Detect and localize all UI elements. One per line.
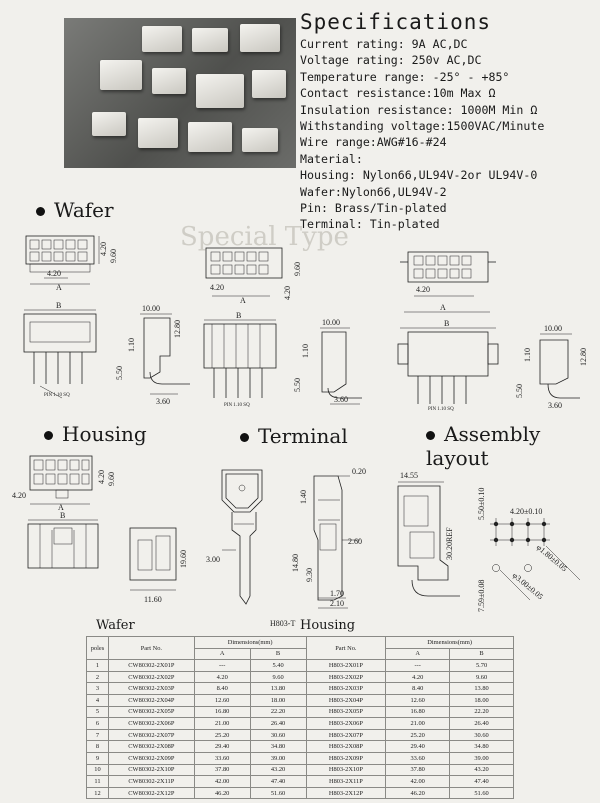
dim-label: 4.20±0.10 bbox=[510, 507, 543, 516]
housing-part-cell: H803-2X10P bbox=[306, 764, 386, 776]
poles-cell: 1 bbox=[87, 660, 109, 672]
spec-line: Housing: Nylon66,UL94V-2or UL94V-0 bbox=[300, 168, 538, 183]
housing-dim-a-cell: 37.80 bbox=[386, 764, 450, 776]
poles-cell: 10 bbox=[87, 764, 109, 776]
dim-label: 4.20 bbox=[416, 285, 430, 294]
dim-label: 3.60 bbox=[548, 401, 562, 410]
wafer-dim-a-cell: 29.40 bbox=[194, 741, 250, 753]
wafer-dim-a-cell: 37.80 bbox=[194, 764, 250, 776]
wafer-part-cell: CW80302-2X10P bbox=[108, 764, 194, 776]
wafer-dim-a-cell: 12.60 bbox=[194, 694, 250, 706]
dim-label: 2.60 bbox=[348, 537, 362, 546]
wafer-heading: Wafer bbox=[36, 198, 114, 222]
dim-label: A bbox=[240, 296, 246, 305]
wafer-dim-b-cell: 30.60 bbox=[250, 729, 306, 741]
wafer-dim-b-cell: 26.40 bbox=[250, 718, 306, 730]
housing-part-cell: H803-2X02P bbox=[306, 671, 386, 683]
part-no-header: Part No. bbox=[108, 637, 194, 660]
housing-dim-a-cell: 25.20 bbox=[386, 729, 450, 741]
col-b-header: B bbox=[450, 648, 514, 660]
wafer-part-cell: CW80302-2X08P bbox=[108, 741, 194, 753]
wafer-dim-b-cell: 34.80 bbox=[250, 741, 306, 753]
wafer-dim-b-cell: 51.60 bbox=[250, 787, 306, 799]
housing-dim-a-cell: 16.80 bbox=[386, 706, 450, 718]
housing-part-cell: H803-2X07P bbox=[306, 729, 386, 741]
dim-label: 10.00 bbox=[322, 318, 340, 327]
spec-line: Terminal: Tin-plated bbox=[300, 217, 440, 232]
table-row bbox=[87, 694, 514, 706]
wafer-drawing-3 bbox=[398, 252, 588, 412]
dim-label: A bbox=[56, 283, 62, 292]
housing-dim-b-cell: 26.40 bbox=[450, 718, 514, 730]
dim-label: PIN 1.10 SQ bbox=[428, 407, 454, 412]
housing-dim-b-cell: 43.20 bbox=[450, 764, 514, 776]
wafer-dim-a-cell: 16.80 bbox=[194, 706, 250, 718]
housing-dim-a-cell: 46.20 bbox=[386, 787, 450, 799]
spec-line: Current rating: 9A AC,DC bbox=[300, 37, 468, 51]
wafer-dim-a-cell: 4.20 bbox=[194, 671, 250, 683]
spec-line: Wafer:Nylon66,UL94V-2 bbox=[300, 184, 447, 199]
table-row bbox=[87, 729, 514, 741]
dimensions-header: Dimensions(mm) bbox=[386, 637, 514, 649]
wafer-drawing-2 bbox=[204, 248, 362, 408]
housing-dim-b-cell: 22.20 bbox=[450, 706, 514, 718]
housing-dim-b-cell: 9.60 bbox=[450, 671, 514, 683]
housing-dim-b-cell: 39.00 bbox=[450, 752, 514, 764]
dim-label: 4.20 bbox=[283, 286, 292, 300]
dim-label: φ1.80±0.05 bbox=[534, 542, 569, 574]
dim-label: φ3.00±0.05 bbox=[510, 570, 545, 602]
watermark-text: Special Type bbox=[180, 222, 349, 252]
poles-cell: 3 bbox=[87, 683, 109, 695]
wafer-dim-b-cell: 47.40 bbox=[250, 776, 306, 788]
dim-label: 1.40 bbox=[299, 490, 308, 504]
terminal-heading: Terminal bbox=[240, 424, 348, 448]
spec-line: Material: bbox=[300, 151, 363, 166]
dim-label: B bbox=[444, 319, 450, 328]
spec-line: Contact resistance:10m Max Ω bbox=[300, 86, 496, 101]
wafer-dim-b-cell: 9.60 bbox=[250, 671, 306, 683]
wafer-dim-a-cell: 21.00 bbox=[194, 718, 250, 730]
housing-part-cell: H803-2X05P bbox=[306, 706, 386, 718]
dimension-table bbox=[86, 636, 514, 799]
dim-label: 2.10 bbox=[330, 599, 344, 608]
table-row bbox=[87, 752, 514, 764]
dim-label: 1.10 bbox=[523, 348, 532, 362]
housing-dim-b-cell: 34.80 bbox=[450, 741, 514, 753]
poles-header: poles bbox=[87, 637, 109, 660]
dim-label: 12.80 bbox=[579, 348, 588, 366]
wafer-dim-b-cell: 13.80 bbox=[250, 683, 306, 695]
wafer-dim-a-cell: 25.20 bbox=[194, 729, 250, 741]
dim-label: PIN 1.10 SQ bbox=[44, 393, 70, 398]
wafer-part-cell: CW80302-2X09P bbox=[108, 752, 194, 764]
wafer-part-cell: CW80302-2X04P bbox=[108, 694, 194, 706]
wafer-dim-b-cell: 43.20 bbox=[250, 764, 306, 776]
assembly-drawing bbox=[398, 471, 580, 612]
dim-label: 9.60 bbox=[107, 472, 116, 486]
table-row bbox=[87, 706, 514, 718]
wafer-drawing-1 bbox=[24, 236, 190, 406]
terminal-drawing bbox=[206, 467, 366, 628]
spec-line: Withstanding voltage:1500VAC/Minute bbox=[300, 119, 545, 134]
housing-drawing bbox=[12, 456, 188, 604]
poles-cell: 12 bbox=[87, 787, 109, 799]
wafer-part-cell: CW80302-2X03P bbox=[108, 683, 194, 695]
housing-dim-a-cell: 8.40 bbox=[386, 683, 450, 695]
housing-dim-b-cell: 18.00 bbox=[450, 694, 514, 706]
housing-part-cell: H803-2X04P bbox=[306, 694, 386, 706]
housing-part-cell: H803-2X06P bbox=[306, 718, 386, 730]
dim-label: 4.20 bbox=[97, 470, 106, 484]
poles-cell: 9 bbox=[87, 752, 109, 764]
table-row bbox=[87, 683, 514, 695]
spec-line: Pin: Brass/Tin-plated bbox=[300, 201, 447, 216]
wafer-dim-b-cell: 5.40 bbox=[250, 660, 306, 672]
table-row bbox=[87, 787, 514, 799]
poles-cell: 5 bbox=[87, 706, 109, 718]
dim-label: 5.50 bbox=[515, 384, 524, 398]
housing-dim-b-cell: 5.70 bbox=[450, 660, 514, 672]
housing-part-cell: H803-2X01P bbox=[306, 660, 386, 672]
dim-label: 10.00 bbox=[142, 304, 160, 313]
poles-cell: 11 bbox=[87, 776, 109, 788]
dim-label: 4.20 bbox=[47, 269, 61, 278]
dim-label: 9.30 bbox=[305, 568, 314, 582]
table-row bbox=[87, 671, 514, 683]
housing-part-cell: H803-2X08P bbox=[306, 741, 386, 753]
wafer-part-cell: CW80302-2X06P bbox=[108, 718, 194, 730]
wafer-dim-b-cell: 18.00 bbox=[250, 694, 306, 706]
table-row bbox=[87, 660, 514, 672]
table-row bbox=[87, 718, 514, 730]
dim-label: 10.00 bbox=[544, 324, 562, 333]
housing-dim-a-cell: 29.40 bbox=[386, 741, 450, 753]
wafer-part-cell: CW80302-2X05P bbox=[108, 706, 194, 718]
dim-label: 30.20REF bbox=[445, 527, 454, 560]
dim-label: 9.60 bbox=[109, 249, 118, 263]
dim-label: 3.60 bbox=[334, 395, 348, 404]
assembly-heading: Assembly layout bbox=[426, 422, 541, 470]
poles-cell: 7 bbox=[87, 729, 109, 741]
poles-cell: 6 bbox=[87, 718, 109, 730]
col-b-header: B bbox=[250, 648, 306, 660]
dim-label: 1.10 bbox=[127, 338, 136, 352]
wafer-table-label: Wafer bbox=[96, 618, 135, 633]
dim-label: 5.50±0.10 bbox=[477, 487, 486, 520]
housing-dim-b-cell: 51.60 bbox=[450, 787, 514, 799]
dim-label: 9.60 bbox=[293, 262, 302, 276]
housing-dim-a-cell: 12.60 bbox=[386, 694, 450, 706]
dim-label: 4.20 bbox=[210, 283, 224, 292]
housing-dim-a-cell: 33.60 bbox=[386, 752, 450, 764]
poles-cell: 4 bbox=[87, 694, 109, 706]
wafer-dim-a-cell: 46.20 bbox=[194, 787, 250, 799]
dim-label: 4.20 bbox=[12, 491, 26, 500]
housing-part-cell: H803-2X12P bbox=[306, 787, 386, 799]
wafer-dim-a-cell: 8.40 bbox=[194, 683, 250, 695]
housing-part-cell: H803-2X03P bbox=[306, 683, 386, 695]
dimensions-header: Dimensions(mm) bbox=[194, 637, 306, 649]
housing-dim-b-cell: 30.60 bbox=[450, 729, 514, 741]
dim-label: 14.55 bbox=[400, 471, 418, 480]
dim-label: PIN 1.10 SQ bbox=[224, 403, 250, 408]
spec-line: Wire range:AWG#16-#24 bbox=[300, 135, 447, 150]
housing-dim-b-cell: 13.80 bbox=[450, 683, 514, 695]
col-a-header: A bbox=[194, 648, 250, 660]
dim-label: 0.20 bbox=[352, 467, 366, 476]
wafer-dim-a-cell: --- bbox=[194, 660, 250, 672]
dim-label: 5.50 bbox=[115, 366, 124, 380]
wafer-dim-b-cell: 22.20 bbox=[250, 706, 306, 718]
dim-label: 3.60 bbox=[156, 397, 170, 406]
dim-label: 11.60 bbox=[144, 595, 162, 604]
dim-label: 1.10 bbox=[301, 344, 310, 358]
dim-label: 19.60 bbox=[179, 550, 188, 568]
wafer-dim-a-cell: 42.00 bbox=[194, 776, 250, 788]
dim-label: B bbox=[60, 511, 66, 520]
wafer-part-cell: CW80302-2X12P bbox=[108, 787, 194, 799]
wafer-part-cell: CW80302-2X02P bbox=[108, 671, 194, 683]
dim-label: 12.80 bbox=[173, 320, 182, 338]
dim-label: 7.59±0.08 bbox=[477, 579, 486, 612]
housing-dim-a-cell: 4.20 bbox=[386, 671, 450, 683]
dim-label: B bbox=[236, 311, 242, 320]
dim-label: B bbox=[56, 301, 62, 310]
col-a-header: A bbox=[386, 648, 450, 660]
dim-label: 14.80 bbox=[291, 554, 300, 572]
table-body bbox=[87, 660, 514, 799]
housing-table-label: Housing bbox=[300, 618, 356, 633]
spec-line: Insulation resistance: 1000M Min Ω bbox=[300, 102, 538, 117]
dim-label: 1.70 bbox=[330, 589, 344, 598]
wafer-dim-a-cell: 33.60 bbox=[194, 752, 250, 764]
dim-label: 3.00 bbox=[206, 555, 220, 564]
housing-dim-a-cell: 42.00 bbox=[386, 776, 450, 788]
housing-dim-a-cell: --- bbox=[386, 660, 450, 672]
housing-dim-a-cell: 21.00 bbox=[386, 718, 450, 730]
wafer-dim-b-cell: 39.00 bbox=[250, 752, 306, 764]
poles-cell: 2 bbox=[87, 671, 109, 683]
part-no-header: Part No. bbox=[306, 637, 386, 660]
housing-part-cell: H803-2X11P bbox=[306, 776, 386, 788]
table-row bbox=[87, 764, 514, 776]
wafer-part-cell: CW80302-2X07P bbox=[108, 729, 194, 741]
housing-dim-b-cell: 47.40 bbox=[450, 776, 514, 788]
poles-cell: 8 bbox=[87, 741, 109, 753]
wafer-part-cell: CW80302-2X11P bbox=[108, 776, 194, 788]
table-header-row bbox=[87, 637, 514, 649]
table-row bbox=[87, 776, 514, 788]
housing-part-cell: H803-2X09P bbox=[306, 752, 386, 764]
dim-label: A bbox=[440, 303, 446, 312]
spec-line: Voltage rating: 250v AC,DC bbox=[300, 53, 482, 68]
dim-label: H803-T bbox=[270, 619, 296, 628]
spec-line: Temperature range: -25° - +85° bbox=[300, 69, 510, 84]
dim-label: 5.50 bbox=[293, 378, 302, 392]
wafer-part-cell: CW80302-2X01P bbox=[108, 660, 194, 672]
dim-label: 4.20 bbox=[99, 242, 108, 256]
table-row bbox=[87, 741, 514, 753]
housing-heading: Housing bbox=[44, 422, 147, 446]
dim-label: A bbox=[58, 503, 64, 512]
specifications-title: Specifications bbox=[300, 10, 492, 34]
